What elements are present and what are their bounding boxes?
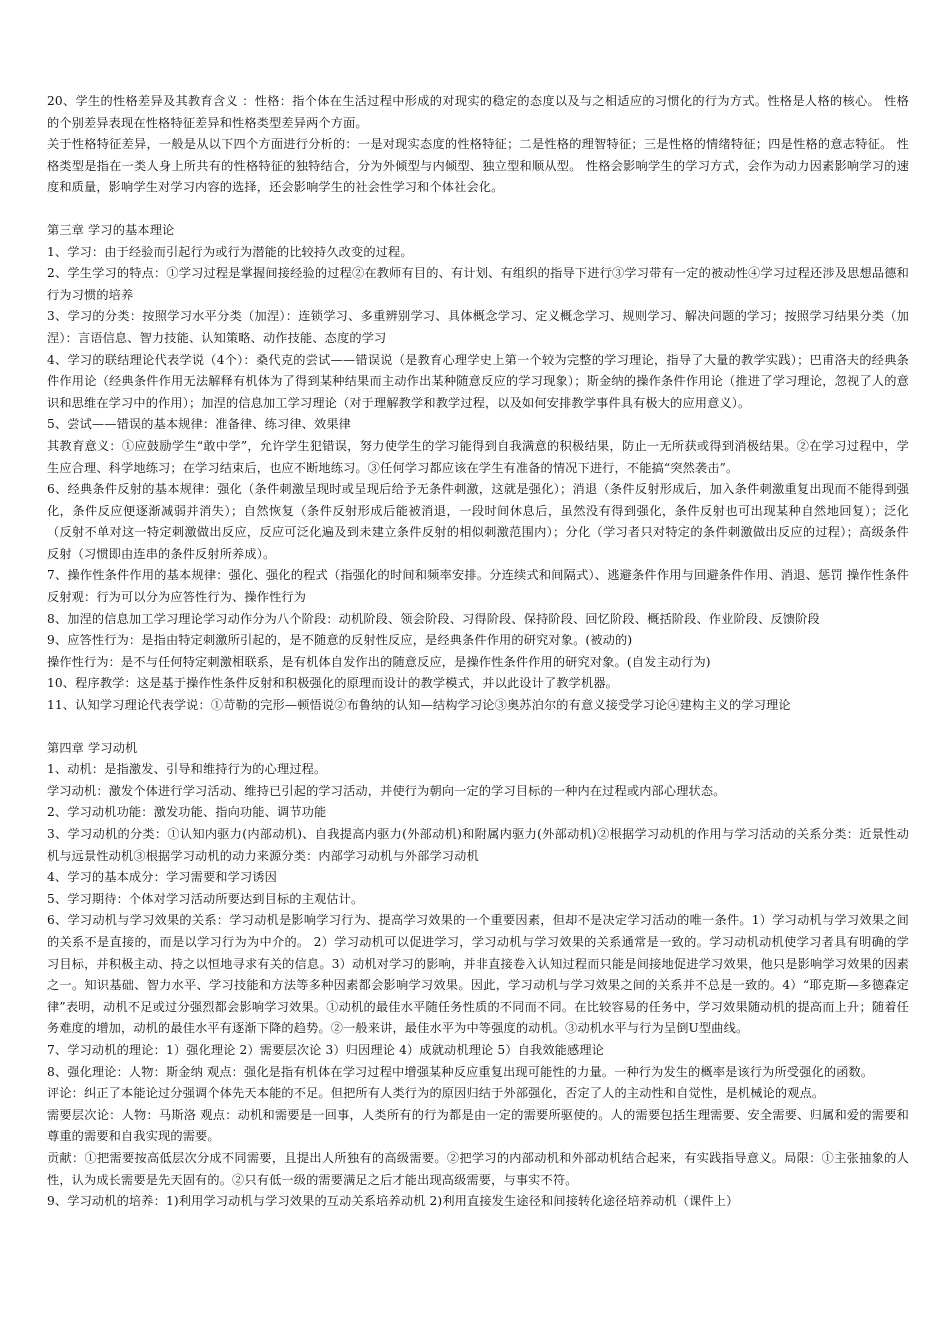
item-4-8-contribution: 贡献：①把需要按高低层次分成不同需要，且提出人所独有的高级需要。②把学习的内部动机和外部动机结合起来，有实践指导意义。局限：①主张抽象的人性，认为成长需要是先天固有的。②只有低一级的需要满足之后才能出现高级需要，与事实不符。 — [47, 1150, 909, 1187]
item-4-8-comment: 评论：纠正了本能论过分强调个体先天本能的不足。但把所有人类行为的原因归结于外部强化，否定了人的主动性和自觉性，是机械论的观点。 — [47, 1086, 825, 1101]
item-3-8: 8、加涅的信息加工学习理论学习动作分为八个阶段：动机阶段、领会阶段、习得阶段、保持阶段、回忆阶段、概括阶段、作业阶段、反馈阶段 — [47, 611, 820, 626]
item-4-7: 7、学习动机的理论：1）强化理论 2）需要层次论 3）归因理论 4）成就动机理论 5）自我效能感理论 — [47, 1042, 605, 1057]
section-gap — [47, 717, 909, 738]
item-3-6: 6、经典条件反射的基本规律：强化（条件刺激呈现时或呈现后给予无条件刺激，这就是强化）；消退（条件反射形成后，加入条件刺激重复出现而不能得到强化，条件反应便逐渐减弱并消失）；自然恢复（条件反射形成后能被消退，一段时间休息后，虽然没有得到强化，条件反射也可出现某种自然地回复）；泛化（反射不单对这一特定刺激做出反应，反应可泛化遍及到未建立条件反射的相似刺激范围内）；分化（学习者只对特定的条件刺激做出反应的过程）；高级条件反射（习惯即由连串的条件反射所养成）。 — [47, 482, 909, 561]
item-3-3: 3、学习的分类：按照学习水平分类（加涅）：连锁学习、多重辨别学习、具体概念学习、定义概念学习、规则学习、解决问题的学习；按照学习结果分类（加涅）：言语信息、智力技能、认知策略、动作技能、态度的学习 — [47, 309, 909, 345]
paragraph-personality-traits: 关于性格特征差异，一般是从以下四个方面进行分析的：一是对现实态度的性格特征；二是性格的理智特征；三是性格的情绪特征；四是性格的意志特征。 性格类型是指在一类人身上所共有的性格特征的独特结合，分为外倾型与内倾型、独立型和顺从型。 性格会影响学生的学习方式，会作为动力因素影响学习的速度和质量，影响学生对学习内容的选择，还会影响学生的社会性学习和个体社会化。 — [47, 137, 909, 195]
item-3-1: 1、学习：由于经验而引起行为或行为潜能的比较持久改变的过程。 — [47, 244, 413, 259]
chapter-3-heading: 第三章 学习的基本理论 — [47, 222, 175, 237]
item-4-1: 1、动机：是指激发、引导和维持行为的心理过程。 — [47, 762, 327, 777]
item-3-11: 11、认知学习理论代表学说：①苛勒的完形—顿悟说②布鲁纳的认知—结构学习论③奥苏泊尔的有意义接受学习论④建构主义的学习理论 — [47, 698, 791, 713]
item-3-10: 10、程序教学：这是基于操作性条件反射和积极强化的原理而设计的教学模式，并以此设计了教学机器。 — [47, 676, 618, 691]
paragraph-20-personality: 20、学生的性格差异及其教育含义 ：性格：指个体在生活过程中形成的对现实的稳定的态度以及与之相适应的习惯化的行为方式。性格是人格的核心。 性格的个别差异表现在性格特征差异和性格类型差异两个方面。 — [47, 94, 909, 130]
section-gap — [47, 199, 909, 220]
item-3-9: 9、应答性行为：是指由特定刺激所引起的，是不随意的反射性反应，是经典条件作用的研究对象。(被动的) — [47, 633, 633, 648]
item-3-5-significance: 其教育意义：①应鼓励学生“敢中学”，允许学生犯错误，努力使学生的学习能得到自我满意的积极结果，防止一无所获或得到消极结果。②在学习过程中，学生应合理、科学地练习；在学习结束后，也应不断地练习。③任何学习都应该在学生有准备的情况下进行，不能搞“突然袭击”。 — [47, 438, 909, 475]
item-3-5: 5、尝试——错误的基本规律：准备律、练习律、效果律 — [47, 417, 352, 432]
item-4-4: 4、学习的基本成分：学习需要和学习诱因 — [47, 870, 277, 885]
item-3-2: 2、学生学习的特点：①学习过程是掌握间接经验的过程②在教师有目的、有计划、有组织的指导下进行③学习带有一定的被动性④学习过程还涉及思想品德和行为习惯的培养 — [47, 266, 909, 302]
document-page — [47, 91, 909, 1213]
item-4-9: 9、学习动机的培养：1)利用学习动机与学习效果的互动关系培养动机 2)利用直接发生途径和间接转化途径培养动机（课件上） — [47, 1194, 739, 1209]
item-4-8: 8、强化理论：人物：斯金纳 观点：强化是指有机体在学习过程中增强某种反应重复出现可能性的力量。一种行为发生的概率是该行为所受强化的函数。 — [47, 1064, 874, 1079]
item-4-5: 5、学习期待：个体对学习活动所要达到目标的主观估计。 — [47, 891, 364, 906]
item-4-8-needs-hierarchy: 需要层次论：人物：马斯洛 观点：动机和需要是一回事，人类所有的行为都是由一定的需要所驱使的。人的需要包括生理需要、安全需要、归属和爱的需要和尊重的需要和自我实现的需要。 — [47, 1107, 909, 1144]
item-4-3: 3、学习动机的分类：①认知内驱力(内部动机)、自我提高内驱力(外部动机)和附属内驱力(外部动机)②根据学习动机的作用与学习活动的关系分类：近景性动机与远景性动机③根据学习动机的动力来源分类：内部学习动机与外部学习动机 — [47, 827, 909, 863]
item-4-1-learning-motivation: 学习动机：激发个体进行学习活动、维持已引起的学习活动，并使行为朝向一定的学习目标的一种内在过程或内部心理状态。 — [47, 783, 726, 798]
item-4-6: 6、学习动机与学习效果的关系：学习动机是影响学习行为、提高学习效果的一个重要因素，但却不是决定学习活动的唯一条件。1）学习动机与学习效果之间的关系不是直接的，而是以学习行为为中介的。 2）学习动机可以促进学习，学习动机与学习效果的关系通常是一致的。学习动机动机使学习者具有明确的学习目标，并积极主动、持之以恒地寻求有关的信息。3）动机对学习的影响，并非直接卷入认知过程而只能是间接地促进学习效果，他只是影响学习效果的因素之一。知识基础、智力水平、学习技能和方法等多种因素都会影响学习效果。因此，学习动机与学习效果之间的关系并不总是一致的。4）“耶克斯—多德森定律”表明，动机不足或过分强烈都会影响学习效果。①动机的最佳水平随任务性质的不同而不同。在比较容易的任务中，学习效果随动机的提高而上升；随着任务难度的增加，动机的最佳水平有逐渐下降的趋势。②一般来讲，最佳水平为中等强度的动机。③动机水平与行为呈倒U型曲线。 — [47, 913, 909, 1036]
item-3-7: 7、操作性条件作用的基本规律：强化、强化的程式（指强化的时间和频率安排。分连续式和间隔式）、逃避条件作用与回避条件作用、消退、惩罚 操作性条件反射观：行为可以分为应答性行为、操作性行为 — [47, 568, 909, 605]
item-3-9-operant: 操作性行为：是不与任何特定刺激相联系，是有机体自发作出的随意反应，是操作性条件作用的研究对象。(自发主动行为) — [47, 654, 711, 669]
item-4-2: 2、学习动机功能：激发功能、指向功能、调节功能 — [47, 805, 327, 820]
item-3-4: 4、学习的联结理论代表学说（4个）：桑代克的尝试——错误说（是教育心理学史上第一个较为完整的学习理论，指导了大量的教学实践）；巴甫洛夫的经典条件作用论（经典条件作用无法解释有机体为了得到某种结果而主动作出某种随意反应的学习现象）；斯金纳的操作条件作用论（推进了学习理论，忽视了人的意识和思维在学习中的作用）；加涅的信息加工学习理论（对于理解教学和教学过程，以及如何安排教学事件具有极大的应用意义）。 — [47, 352, 909, 410]
chapter-4-heading: 第四章 学习动机 — [47, 740, 138, 755]
